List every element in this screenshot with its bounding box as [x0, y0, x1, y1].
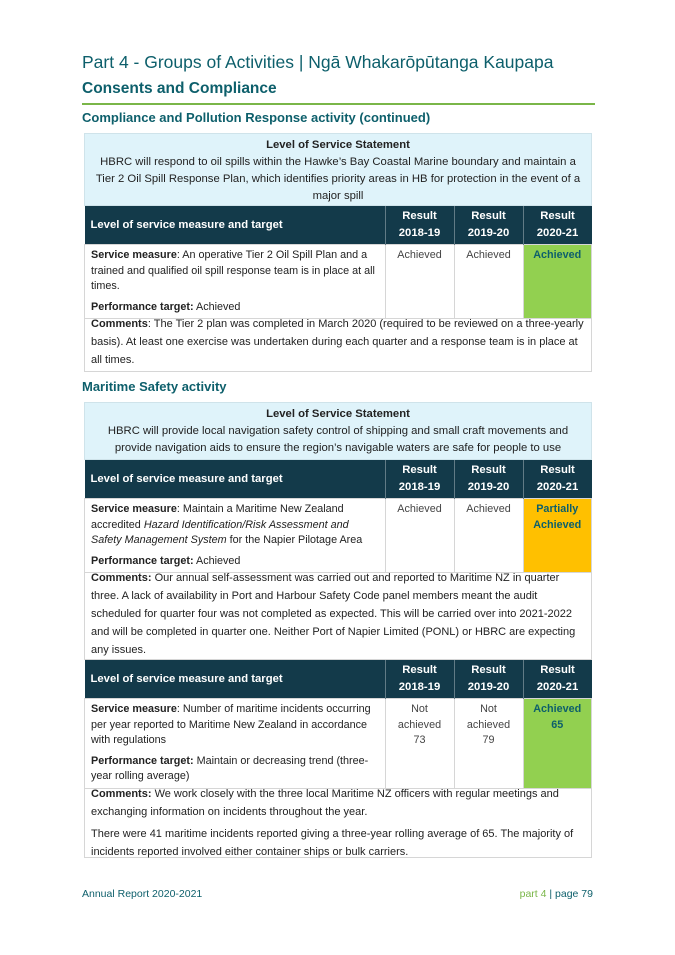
maritime-comments-2: Comments: We work closely with the three local Maritime NZ officers with regular meetings and exchanging information on incidents throughout the year. There were 41 maritime incidents reported giving a three-year rolling average of 65. The majority of incidents reported involved either container ships or bulk carriers. [84, 782, 592, 858]
measure-cell: Service measure: An operative Tier 2 Oil Spill Plan and a trained and qualified oil spill response team is in place at all times. Performance target: Achieved [85, 245, 386, 319]
table-row [85, 699, 592, 789]
col-2018-19-header: Result 2018-19 [385, 206, 454, 245]
compliance-comments: Comments: The Tier 2 plan was completed in March 2020 (required to be reviewed on a three-yearly basis). At least one exercise was undertaken during each quarter and a response team is in place at all times. [84, 312, 592, 372]
footer-report-title: Annual Report 2020-2021 [82, 888, 203, 900]
footer-page-number: part 4 | page 79 [519, 888, 593, 900]
col-2019-20-header: Result 2019-20 [454, 660, 523, 699]
col-measure-header: Level of service measure and target [85, 206, 386, 245]
col-2020-21-header: Result 2020-21 [523, 206, 592, 245]
col-2018-19-header: Result 2018-19 [385, 660, 454, 699]
measure-cell: Service measure: Maintain a Maritime New Zealand accredited Hazard Identification/Risk Assessment and Safety Management System for the Napier Pilotage Area Performance target: Achieved [85, 499, 386, 573]
col-2018-19-header: Result 2018-19 [385, 460, 454, 499]
table-row [85, 499, 592, 573]
measure-cell: Service measure: Number of maritime incidents occurring per year reported to Maritime New Zealand in accordance with regulations Performance target: Maintain or decreasing trend (three-year rolling average) [85, 699, 386, 789]
result-2019-20: Achieved [454, 245, 523, 319]
comments-paragraph: There were 41 maritime incidents reported giving a three-year rolling average of 65. The majority of incidents reported involved either container ships or bulk carriers. [91, 828, 574, 858]
col-2019-20-header: Result 2019-20 [454, 206, 523, 245]
compliance-los-statement [84, 133, 592, 206]
result-2019-20: Achieved [454, 499, 523, 573]
result-2020-21: Partially Achieved [523, 499, 592, 573]
col-2020-21-header: Result 2020-21 [523, 660, 592, 699]
result-2019-20: Not achieved 79 [454, 699, 523, 789]
maritime-results-table-2 [84, 660, 592, 789]
result-2018-19: Not achieved 73 [385, 699, 454, 789]
result-2020-21: Achieved 65 [523, 699, 592, 789]
section-divider [82, 103, 595, 105]
result-2018-19: Achieved [385, 499, 454, 573]
result-2020-21: Achieved [523, 245, 592, 319]
los-title: Level of Service Statement [266, 139, 410, 151]
los-title: Level of Service Statement [266, 408, 410, 420]
part-title: Part 4 - Groups of Activities | Ngā Whakarōpūtanga Kaupapa [82, 52, 554, 72]
col-2020-21-header: Result 2020-21 [523, 460, 592, 499]
los-text: HBRC will provide local navigation safety control of shipping and small craft movements and provide navigation aids to ensure the region’s navigable waters are safe for people to use [107, 425, 569, 454]
compliance-heading: Compliance and Pollution Response activity (continued) [82, 110, 431, 125]
maritime-results-table-1 [84, 460, 592, 573]
maritime-comments-1: Comments: Our annual self-assessment was carried out and reported to Maritime NZ in quarter three. A lack of availability in Port and Harbour Safety Code panel members meant the audit scheduled for quarter four was not completed as expected. This will be carried over into 2021-2022 and will be completed in quarter one. Neither Port of Napier Limited (PONL) or HBRC are expecting any issues. [84, 566, 592, 660]
los-text: HBRC will respond to oil spills within the Hawke’s Bay Coastal Marine boundary and maintain a Tier 2 Oil Spill Response Plan, which identifies priority areas in HB for protection in the event of a major spill [95, 156, 581, 202]
table-row [85, 245, 592, 319]
section-title: Consents and Compliance [82, 80, 277, 97]
col-2019-20-header: Result 2019-20 [454, 460, 523, 499]
col-measure-header: Level of service measure and target [85, 460, 386, 499]
maritime-los-statement [84, 402, 592, 460]
col-measure-header: Level of service measure and target [85, 660, 386, 699]
compliance-results-table [84, 206, 592, 319]
maritime-heading: Maritime Safety activity [82, 379, 227, 394]
result-2018-19: Achieved [385, 245, 454, 319]
